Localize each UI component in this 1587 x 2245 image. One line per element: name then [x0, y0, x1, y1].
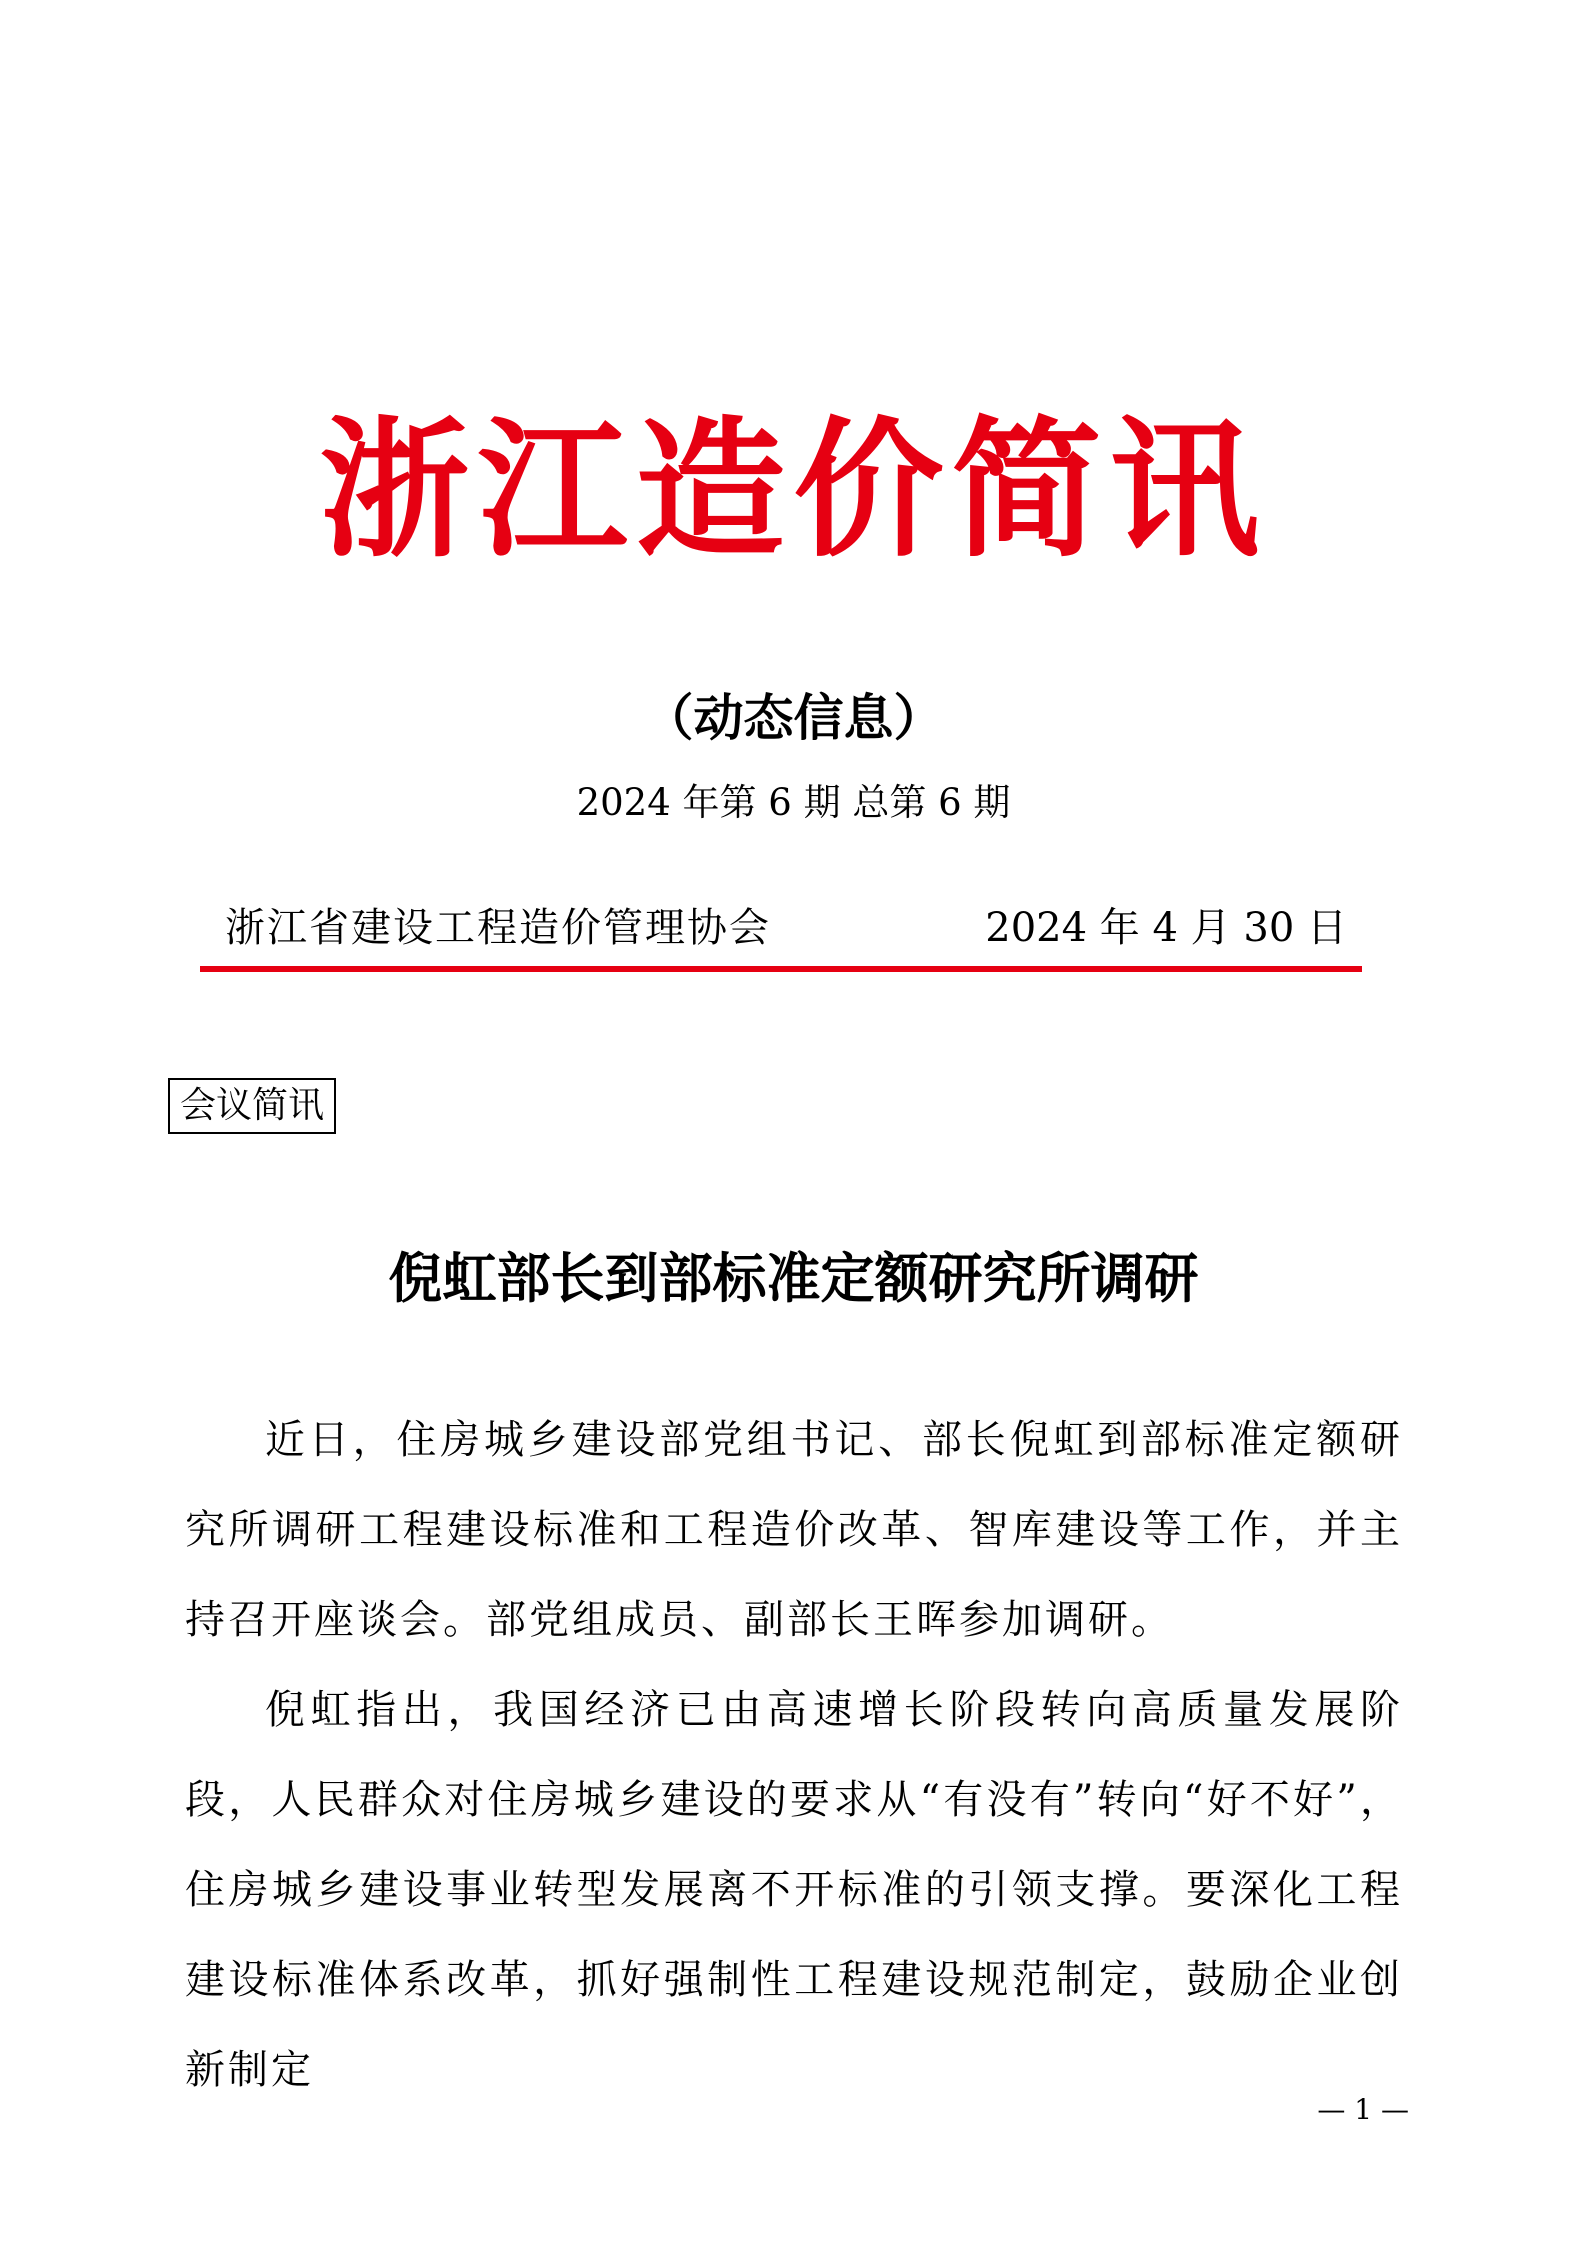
- issue-number: 2024 年第 6 期 总第 6 期: [576, 781, 1011, 824]
- section-tag: 会议简讯: [168, 1078, 336, 1134]
- article-title: 倪虹部长到部标准定额研究所调研: [388, 1246, 1199, 1310]
- page-number: — 1 —: [1317, 2093, 1409, 2126]
- masthead-title: 浙江造价简讯: [319, 402, 1268, 578]
- publisher-name: 浙江省建设工程造价管理协会: [225, 905, 771, 951]
- publish-date: 2024 年 4 月 30 日: [985, 905, 1347, 951]
- paragraph: 倪虹指出，我国经济已由高速增长阶段转向高质量发展阶段，人民群众对住房城乡建设的要求从“有没有”转向“好不好”，住房城乡建设事业转型发展离不开标准的引领支撑。要深化工程建设标准体系改革，抓好强制性工程建设规范制定，鼓励企业创新制定: [185, 1687, 1403, 2093]
- subtitle: （动态信息）: [643, 688, 944, 747]
- paragraph: 近日，住房城乡建设部党组书记、部长倪虹到部标准定额研究所调研工程建设标准和工程造价改革、智库建设等工作，并主持召开座谈会。部党组成员、副部长王晖参加调研。: [185, 1417, 1403, 1643]
- article-body: [185, 1395, 1403, 2115]
- red-divider: [200, 966, 1362, 972]
